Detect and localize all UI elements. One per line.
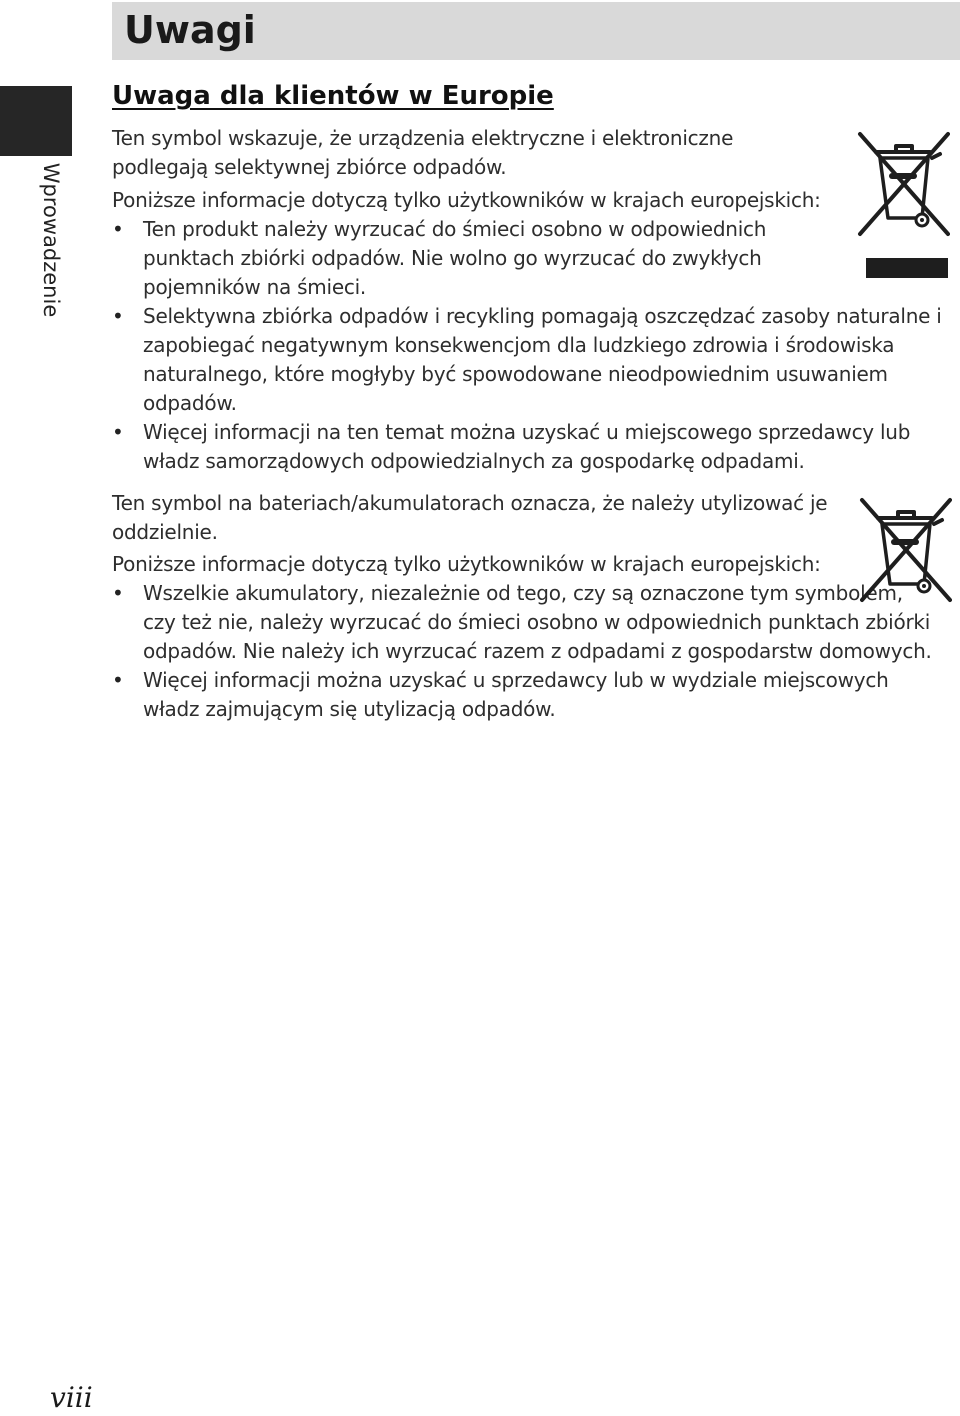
- list-item: [112, 215, 783, 302]
- battery-intro: Ten symbol na bateriach/akumulatorach oznacza, że należy utylizować je oddzielnie.: [112, 491, 828, 544]
- bullet-mark: •: [112, 217, 124, 241]
- battery-list: [112, 579, 960, 724]
- section-heading: Uwaga dla klientów w Europie: [112, 81, 554, 111]
- list-item-text: Ten produkt należy wyrzucać do śmieci osobno w odpowiednich punktach zbiórki odpadów. Nie wolno go wyrzucać do zwykłych pojemników na śmieci.: [143, 217, 767, 299]
- list-item-text: Selektywna zbiórka odpadów i recykling pomagają oszczędzać zasoby naturalne i zapobiegać negatywnym konsekwencjom dla ludzkiego zdrowia i środowiska naturalnego, które mogłyby być spowodowane nieodpowiednim usuwaniem odpadów.: [143, 304, 942, 415]
- crossed-out-wheelie-bin-icon: [858, 496, 952, 604]
- weee-list: [112, 215, 960, 476]
- list-item-text: Wszelkie akumulatory, niezależnie od tego, czy są oznaczone tym symbolem, czy też nie, należy wyrzucać do śmieci osobno w odpowiednich punktach zbiórki odpadów. Nie należy ich wyrzucać razem z odpadami z gospodarstw domowych.: [143, 581, 932, 663]
- list-item: [112, 579, 933, 666]
- bullet-mark: •: [112, 668, 124, 692]
- list-item: [112, 418, 955, 476]
- list-item-text: Więcej informacji na ten temat można uzyskać u miejscowego sprzedawcy lub władz samorządowych odpowiedzialnych za gospodarkę odpadami.: [143, 420, 911, 473]
- weee-intro: Ten symbol wskazuje, że urządzenia elektryczne i elektroniczne podlegają selektywnej zbiórce odpadów.: [112, 126, 734, 179]
- list-item: [112, 666, 933, 724]
- bullet-mark: •: [112, 304, 124, 328]
- list-item: [112, 302, 955, 418]
- chapter-tab-text: Wprowadzenie: [39, 162, 63, 318]
- page-number: viii: [50, 1381, 93, 1414]
- crossed-out-wheelie-bin-with-bar-icon: [856, 130, 950, 280]
- list-item-text: Więcej informacji można uzyskać u sprzedawcy lub w wydziale miejscowych władz zajmującym się utylizacją odpadów.: [143, 668, 889, 721]
- weee-scope: Poniższe informacje dotyczą tylko użytkowników w krajach europejskich:: [112, 188, 821, 212]
- battery-scope: Poniższe informacje dotyczą tylko użytkowników w krajach europejskich:: [112, 552, 821, 576]
- bullet-mark: •: [112, 420, 124, 444]
- chapter-tab-marker: [0, 86, 72, 156]
- page-title: Uwagi: [124, 8, 256, 52]
- bullet-mark: •: [112, 581, 124, 605]
